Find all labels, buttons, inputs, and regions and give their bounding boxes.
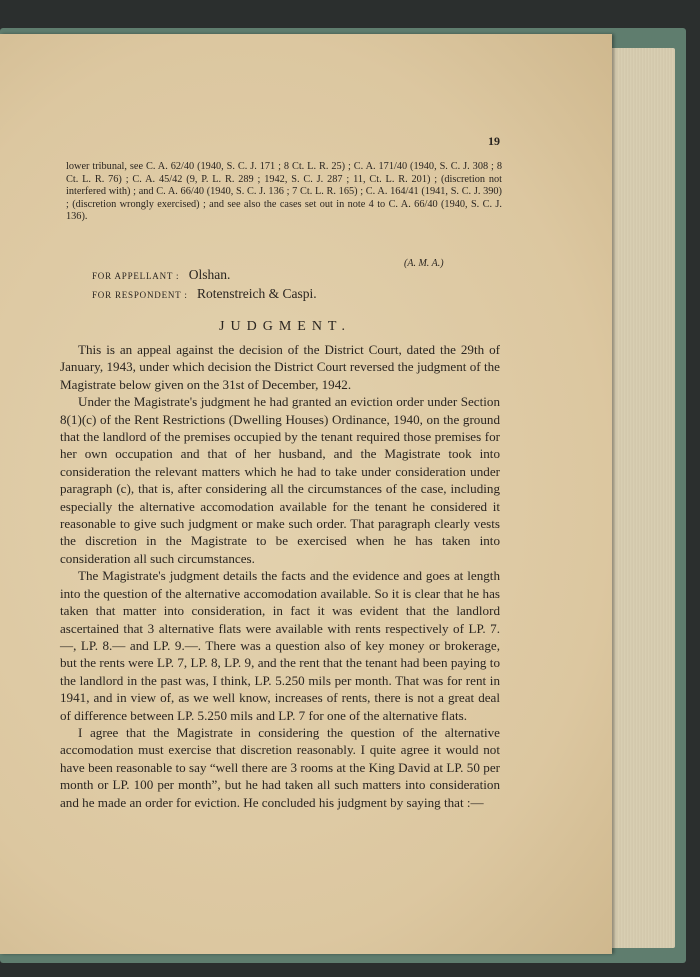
paragraph: I agree that the Magistrate in considering the question of the alternative accomodation must exercise that discretion reasonably. I quite agree it would not have been reasonable to say “well there are 3 rooms at the King David at LP. 50 per month or LP. 100 per month”, but he had taken all such matters into consideration and he made an order for eviction. He concluded his judgment by saying that :—: [60, 724, 500, 810]
book-page: [0, 34, 612, 954]
counsel-respondent: [92, 286, 317, 303]
appellant-label: FOR APPELLANT :: [92, 271, 180, 281]
paragraph: The Magistrate's judgment details the facts and the evidence and goes at length into the question of the alternative accomodation available. So it is clear that he has taken that matter into consideration, in fact it was evident that the landlord ascertained that 3 alternative flats were available with rents respectively of LP. 7.—, LP. 8.— and LP. 9.—. There was a question also of key money or brokerage, but the rents were LP. 7, LP. 8, LP. 9, and the rent that the tenant had been paying to the landlord in the past was, I think, LP. 5.250 mils per month. That was for rent in 1941, and in view of, as we well know, increases of rents, there is not a great deal of difference between LP. 5.250 mils and LP. 7 for one of the alternative flats.: [60, 568, 500, 723]
page-edges: [604, 48, 675, 948]
respondent-name: Rotenstreich & Caspi.: [197, 286, 317, 301]
paragraph: This is an appeal against the decision of the District Court, dated the 29th of January, 1943, under which decision the District Court reversed the judgment of the Magistrate below given on the 31st of December, 1942.: [60, 342, 500, 392]
editor-initials: (A. M. A.): [404, 258, 444, 269]
judgment-heading: JUDGMENT.: [219, 319, 351, 334]
counsel-appellant: [92, 267, 230, 284]
case-notes-text: lower tribunal, see C. A. 62/40 (1940, S. C. J. 171 ; 8 Ct. L. R. 25) ; C. A. 171/40 (1940, S. C. J. 308 ; 8 Ct. L. R. 76) ; C. A. 45/42 (9, P. L. R. 289 ; 1942, S. C. J. 287 ; 11, Ct. L. R. 201) ; (discretion not interfered with) ; and C. A. 66/40 (1940, S. C. J. 136 ; 7 Ct. L. R. 165) ; C. A. 164/41 (1941, S. C. J. 390) ; (discretion wrongly exercised) ; and see also the cases set out in note 4 to C. A. 66/40 (1940, S. C. J. 136).: [66, 161, 502, 223]
respondent-label: FOR RESPONDENT :: [92, 290, 188, 300]
paragraph: Under the Magistrate's judgment he had granted an eviction order under Section 8(1)(c) of the Rent Restrictions (Dwelling Houses) Ordinance, 1940, on the ground that the landlord of the premises occupied by the tenant required those premises for her own occupation and that of her husband, and the Magistrate took into consideration the relevant matters which he had to take under consideration under paragraph (c), that is, after considering all the circumstances of the case, including especially the alternative accomodation available for the tenant he considered it reasonable to give such judgment or make such order. That paragraph clearly vests the discretion in the Magistrate to be exercised when he has taken into consideration all such circumstances.: [60, 394, 500, 566]
case-notes: [66, 161, 502, 224]
appellant-name: Olshan.: [188, 267, 231, 282]
page-number: 19: [488, 134, 500, 148]
judgment-body: [60, 341, 500, 811]
